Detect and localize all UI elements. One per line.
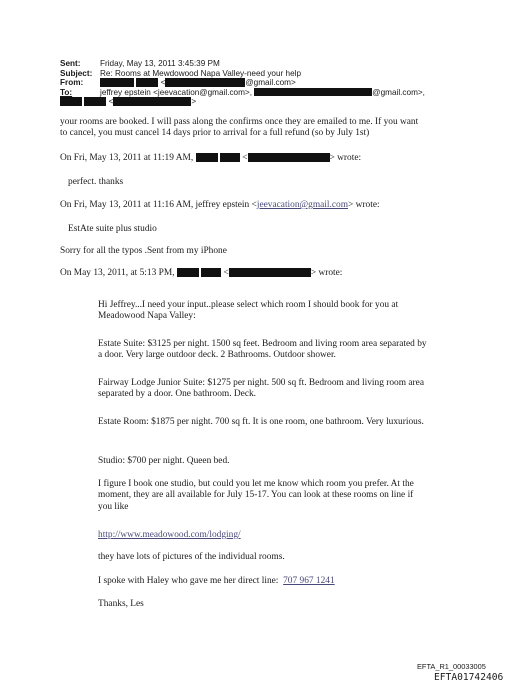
to-address: <jeevacation@gmail.com>, [153, 87, 252, 97]
estate-room-paragraph: Estate Room: $1875 per night. 700 sq ft. It is one room, one bathroom. Very luxurious. [98, 417, 424, 427]
url-paragraph [98, 530, 428, 541]
bates-number-small: EFTA_R1_00033005 [417, 662, 486, 671]
quote-wrote: > wrote: [348, 200, 380, 210]
quote-header-text: On May 13, 2011, at 5:13 PM, [60, 268, 175, 278]
redaction-block [60, 97, 82, 105]
email-link[interactable]: jeevacation@gmail.com [256, 200, 348, 210]
quote-header-2 [60, 200, 380, 211]
redaction-block [177, 268, 199, 276]
subject-row [60, 69, 480, 79]
quote-wrote: > wrote: [329, 153, 362, 163]
studio-paragraph: Studio: $700 per night. Queen bed. [98, 456, 230, 466]
quote-lt: < [242, 153, 248, 163]
subject-value: Re: Rooms at Mewdowood Napa Valley-need your help [100, 68, 302, 78]
quote-lt: < [223, 268, 229, 278]
sent-value: Friday, May 13, 2011 3:45:39 PM [100, 59, 220, 68]
reply-line-2: to cancel, you must cancel 14 days prior to arrival for a full refund (so by July 1st) [60, 128, 370, 139]
redaction-block [254, 88, 372, 96]
from-label: From: [60, 78, 84, 88]
estate-suite-paragraph: Estate Suite: $3125 per night. 1500 sq feet. Bedroom and living room area separated by a door. Very large outdoor deck. 2 Bathrooms. Outdoor shower. [98, 339, 427, 361]
sent-row [60, 59, 480, 69]
redaction-block [100, 78, 134, 86]
hi-paragraph: Hi Jeffrey...I need your input..please select which room I should book for you at Meadowood Napa Valley: [98, 300, 399, 322]
bates-number-large: EFTA01742406 [434, 672, 504, 683]
to-lt: < [108, 97, 114, 107]
email-header [60, 59, 480, 107]
redaction-block [201, 268, 221, 276]
sent-label: Sent: [60, 59, 81, 68]
to-value [100, 88, 425, 98]
reply-line-1: your rooms are booked. I will pass along the confirms once they are emailed to me. If you want [60, 117, 419, 127]
quote-header-3 [60, 268, 342, 279]
redaction-block [136, 78, 158, 86]
to-row [60, 88, 480, 98]
fairway-paragraph: Fairway Lodge Junior Suite: $1275 per night. 500 sq ft. Bedroom and living room area separated by a door. One bathroom. Deck. [98, 378, 424, 400]
redaction-block [229, 268, 311, 276]
redaction-block [248, 153, 330, 161]
figure-paragraph: I figure I book one studio, but could you let me know which room you prefer. At the moment, they are all available for July 15-17. You can look at these rooms on line if you like [98, 479, 414, 512]
typos-line: Sorry for all the typos .Sent from my iPhone [60, 246, 227, 256]
meadowood-link[interactable]: http://www.meadowood.com/lodging/ [98, 530, 241, 540]
to-label: To: [60, 87, 73, 97]
quote-header-text: On Fri, May 13, 2011 at 11:16 AM, jeffrey epstein < [60, 200, 257, 210]
quote-wrote: > wrote: [310, 268, 343, 278]
pictures-paragraph: they have lots of pictures of the individual rooms. [98, 552, 285, 562]
signoff: Thanks, Les [98, 599, 144, 609]
quote-header-1 [60, 153, 361, 164]
haley-text: I spoke with Haley who gave me her direct line: [98, 576, 279, 586]
perfect-line: perfect. thanks [68, 177, 124, 187]
redaction-block [220, 153, 240, 161]
to-gt: > [191, 97, 197, 107]
redaction-block [113, 97, 191, 105]
to-name: jeffrey epstein [100, 87, 151, 97]
redaction-block [196, 153, 218, 161]
to-suffix: @gmail.com>, [372, 87, 425, 97]
quote-header-text: On Fri, May 13, 2011 at 11:19 AM, [60, 153, 194, 163]
phone-link[interactable]: 707 967 1241 [283, 576, 335, 586]
from-row [60, 78, 480, 88]
redaction-block [165, 78, 245, 86]
haley-paragraph [98, 576, 428, 587]
from-value [100, 78, 296, 88]
estate-line: EstAte suite plus studio [68, 224, 157, 234]
subject-label: Subject: [60, 68, 93, 78]
to-value-continued [60, 97, 196, 107]
redaction-block [84, 97, 106, 105]
from-suffix: @gmail.com> [245, 78, 296, 88]
to-row-continued [60, 97, 480, 107]
from-lt: < [160, 78, 166, 88]
